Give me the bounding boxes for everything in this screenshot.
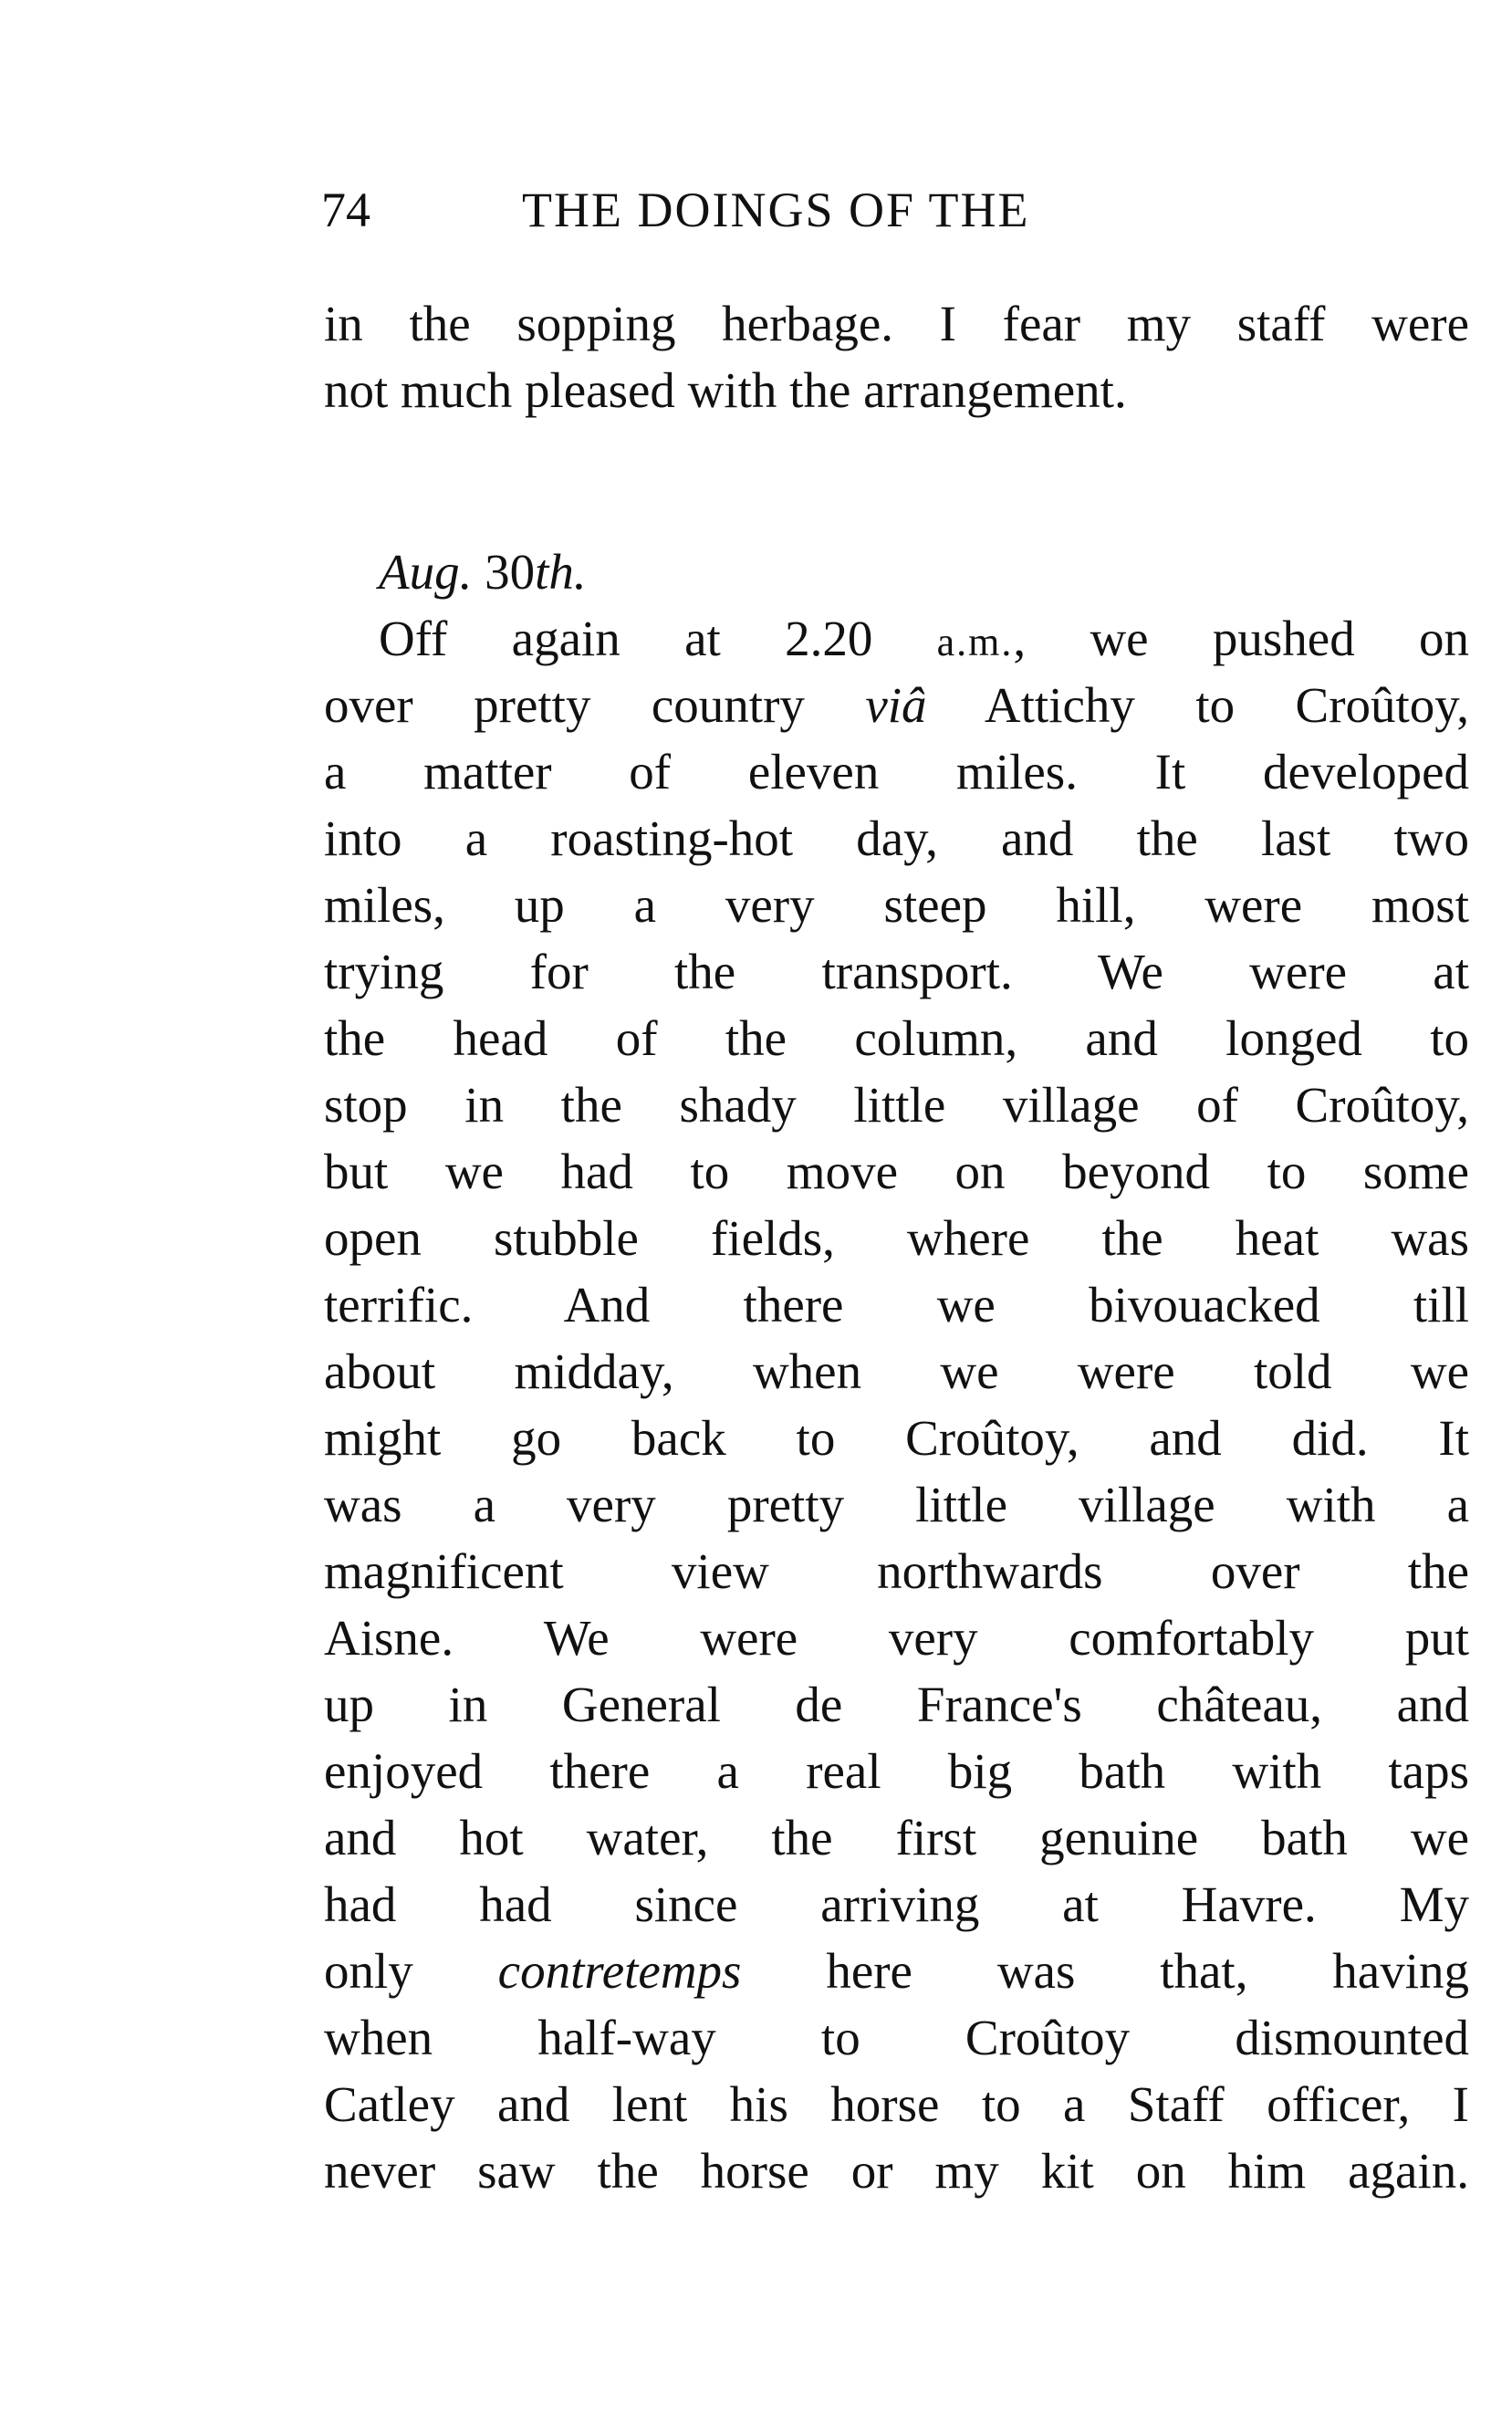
text-line: and hot water, the first genuine bath we [324,1810,1469,1865]
text-line: not much pleased with the arrangement. [324,362,1127,418]
text-segment: here was that, having [741,1943,1470,1999]
text-segment: Off again at 2.20 [379,611,937,666]
text-line [324,672,1469,738]
text-line: in the sopping herbage. I fear my staff were [324,296,1469,351]
text-line: into a roasting-hot day, and the last two [324,810,1469,866]
text-line: about midday, when we were told we [324,1343,1469,1399]
text-segment: over pretty country [324,677,866,733]
date-month: Aug. [379,544,473,600]
text-line: a matter of eleven miles. It developed [324,744,1469,799]
text-segment: , we pushed on [1013,611,1469,666]
text-line: enjoyed there a real big bath with taps [324,1743,1469,1799]
text-line: when half-way to Croûtoy dismounted [324,2010,1469,2065]
text-line: magnificent view northwards over the [324,1543,1469,1599]
text-line: trying for the transport. We were at [324,944,1469,999]
italic-word: contretemps [497,1943,742,1999]
text-line: terrific. And there we bivouacked till [324,1277,1469,1332]
text-line: open stubble fields, where the heat was [324,1210,1469,1266]
text-line: had had since arriving at Havre. My [324,1876,1469,1932]
text-segment: only [324,1943,498,1999]
time-abbreviation: a.m. [936,620,1014,664]
page-header [321,173,1234,246]
body-text [324,290,1469,2204]
date-day-number: 30 [485,544,536,600]
text-line: but we had to move on beyond to some [324,1144,1469,1199]
text-line: was a very pretty little village with a [324,1477,1469,1532]
date-day-suffix: th. [535,544,587,600]
section-gap [324,423,1469,538]
text-segment: Attichy to Croûtoy, [926,677,1469,733]
running-title: THE DOINGS OF THE [522,183,1030,237]
italic-word: viâ [865,677,927,733]
text-line: Catley and lent his horse to a Staff officer, I [324,2076,1469,2132]
text-line: might go back to Croûtoy, and did. It [324,1410,1469,1466]
text-line: Aisne. We were very comfortably put [324,1610,1469,1666]
text-line [324,1938,1469,2004]
text-line: stop in the shady little village of Croûtoy, [324,1077,1469,1133]
text-line: never saw the horse or my kit on him again. [324,2143,1469,2199]
date-heading [324,538,1469,605]
text-line: the head of the column, and longed to [324,1010,1469,1066]
text-line: up in General de France's château, and [324,1677,1469,1732]
page-number: 74 [321,183,370,237]
text-line [324,605,1469,672]
text-line: miles, up a very steep hill, were most [324,877,1469,933]
